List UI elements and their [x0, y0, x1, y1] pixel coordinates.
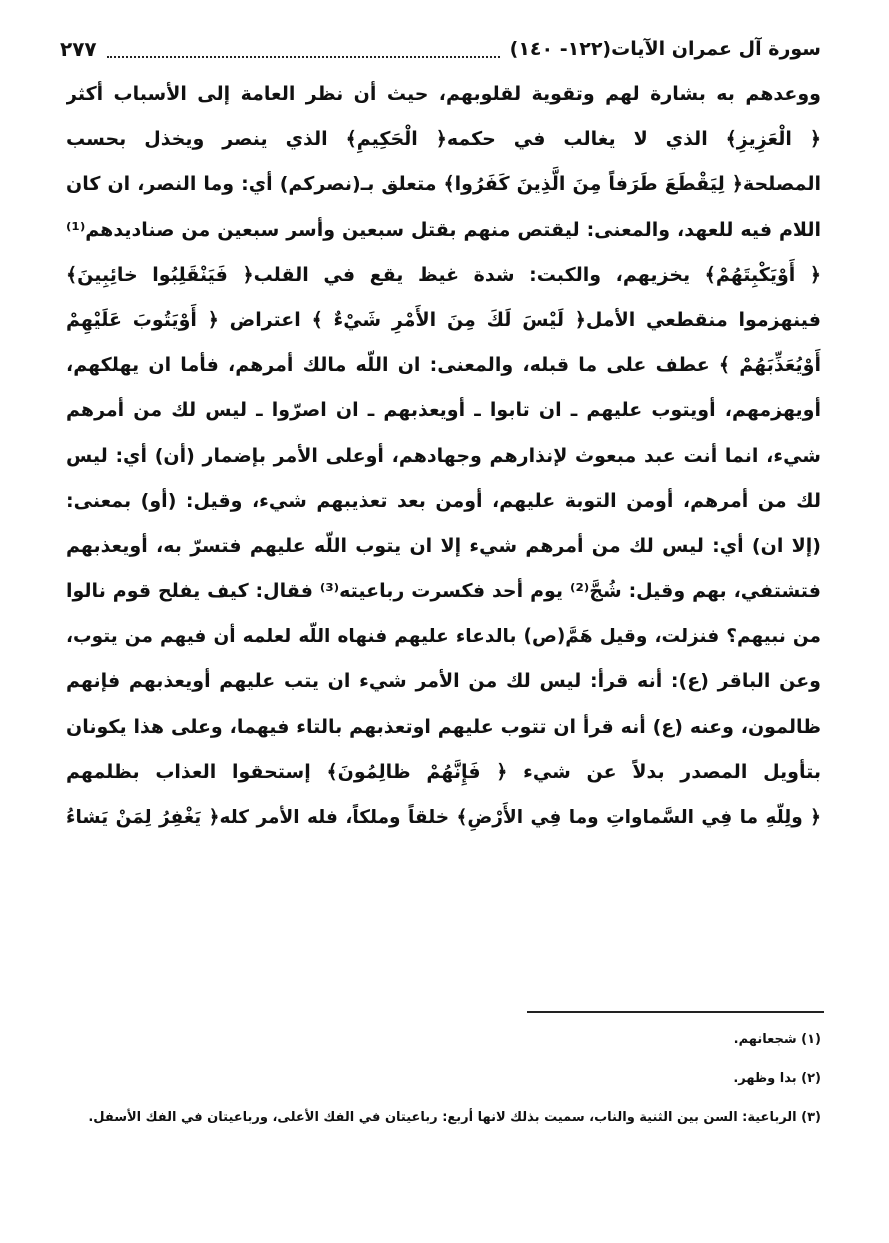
text-line: شيء، انما أنت عبد مبعوث لإنذارهم وجهادهم، أوعلى الأمر بإضمار (أن) أي: ليس — [66, 444, 821, 467]
text-line: المصلحة﴿ لِيَقْطَعَ طَرَفاً مِنَ الَّذِينَ كَفَرُوا﴾ متعلق بـ(نصركم) أي: وما النصر، ان كان — [66, 173, 821, 196]
text-line: اللام فيه للعهد، والمعنى: ليقتص منهم بقتل سبعين وأسر سبعين من صناديدهم⁽¹⁾ — [66, 218, 821, 241]
text-line: ﴿ الْعَزِيزِ﴾ الذي لا يغالب في حكمه﴿ الْحَكِيمِ﴾ الذي ينصر ويخذل بحسب — [66, 128, 821, 151]
body-text — [66, 72, 821, 840]
footnote: (٢) بدا وظهر. — [733, 1071, 821, 1086]
footnote-separator — [527, 1011, 824, 1013]
text-line: فتشتفي، بهم وقيل: شُجَّ⁽²⁾ يوم أحد فكسرت رباعيته⁽³⁾ فقال: كيف يفلح قوم نالوا — [66, 580, 821, 603]
text-line: فينهزموا منقطعي الأمل﴿ لَيْسَ لَكَ مِنَ الأَمْرِ شَيْءٌ ﴾ اعتراض ﴿ أَوْيَتُوبَ عَلَيْهِمْ — [66, 308, 821, 331]
page-header — [60, 32, 821, 66]
page-number: ٢٧٧ — [60, 37, 97, 61]
text-line: بتأويل المصدر بدلاً عن شيء ﴿ فَإِنَّهُمْ ظالِمُونَ﴾ إستحقوا العذاب بظلمهم — [66, 760, 821, 783]
running-title: سورة آل عمران الآيات(١٢٢- ١٤٠) — [509, 38, 821, 60]
text-line: أويهزمهم، أويتوب عليهم ـ ان تابوا ـ أويعذبهم ـ ان اصرّوا ـ ليس لك من أمرهم — [66, 399, 821, 422]
text-line: (إلا ان) أي: ليس لك من أمرهم شيء إلا ان يتوب اللّه عليهم فتسرّ به، أويعذبهم — [66, 534, 821, 557]
text-line: ﴿ أَوْيَكْبِتَهُمْ﴾ يخزيهم، والكبت: شدة غيظ يقع في القلب﴿ فَيَنْقَلِبُوا خائِبِينَ﴾ — [66, 263, 821, 286]
text-line: وعن الباقر (ع): أنه قرأ: ليس لك من الأمر شيء ان يتب عليهم أويعذبهم فإنهم — [66, 670, 821, 693]
text-line: ووعدهم به بشارة لهم وتقوية لقلوبهم، حيث أن نظر العامة إلى الأسباب أكثر — [66, 83, 821, 105]
text-line: ظالمون، وعنه (ع) أنه قرأ ان تتوب عليهم اوتعذبهم بالتاء فيهما، وعلى هذا يكونان — [66, 715, 821, 738]
leader-dots — [107, 40, 500, 58]
text-line: ﴿ ولِلّهِ ما فِي السَّماواتِ وما فِي الأَرْضِ﴾ خلقاً وملكاً، فله الأمر كله﴿ يَغْفِرُ لِمَنْ يَشاءُ — [66, 807, 821, 828]
footnote: (٣) الرباعية: السن بين الثنية والناب، سميت بذلك لانها أربع: رباعيتان في الفك الأعلى، ورباعيتان في الفك الأسفل. — [88, 1110, 821, 1125]
footnotes — [66, 1026, 821, 1143]
footnote: (١) شجعانهم. — [733, 1032, 821, 1047]
text-line: أَوْيُعَذِّبَهُمْ ﴾ عطف على ما قبله، والمعنى: ان اللّه مالك أمرهم، فأما ان يهلكهم، — [66, 354, 821, 377]
text-line: من نبيهم؟ فنزلت، وقيل هَمَّ(ص) بالدعاء عليهم فنهاه اللّه لعلمه أن فيهم من يتوب، — [66, 626, 821, 648]
text-line: لك من أمرهم، أومن التوبة عليهم، أومن بعد تعذيبهم شيء، وقيل: (أو) بمعنى: — [66, 489, 821, 512]
